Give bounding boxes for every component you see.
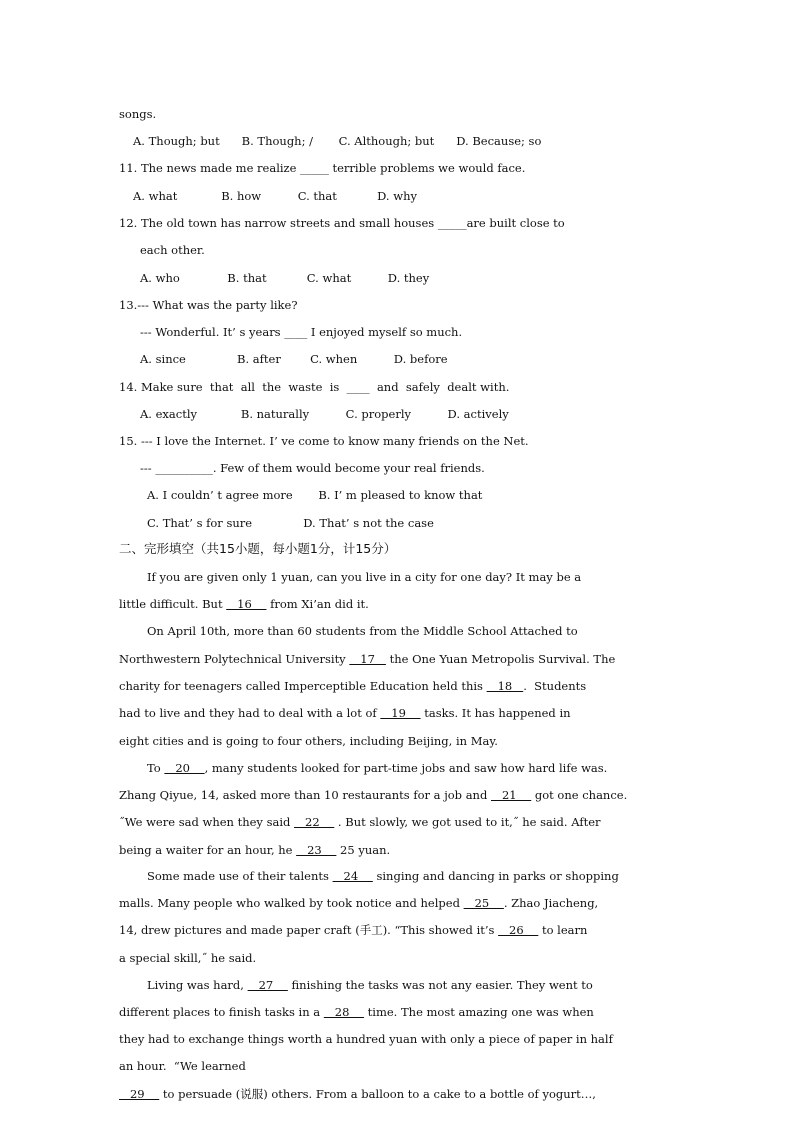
option-line: [133, 133, 541, 149]
line-text: an hour. “We learned: [119, 1059, 246, 1073]
line-text: Living was hard,: [147, 978, 248, 992]
passage-line: [119, 814, 601, 830]
passage-line: [119, 678, 586, 694]
line-text: --- Wonderful. It’ s years ____ I enjoyed myself so much.: [140, 325, 463, 339]
line-text: ˝We were sad when they said: [119, 815, 295, 829]
section-heading: [119, 541, 396, 557]
passage-line: [119, 842, 390, 858]
question-line: [119, 297, 298, 313]
question-line: [140, 242, 205, 258]
passage-line: [119, 596, 369, 612]
line-text: 25 yuan.: [336, 843, 391, 857]
answer-blank: 17: [349, 652, 386, 666]
line-text: each other.: [140, 243, 205, 257]
line-text: malls. Many people who walked by took notice and helped: [119, 896, 464, 910]
question-line: [119, 160, 525, 176]
line-text: tasks. It has happened in: [420, 706, 571, 720]
question-line: [119, 433, 529, 449]
option-line: [133, 188, 417, 204]
line-text: time. The most amazing one was when: [364, 1005, 594, 1019]
line-text: A. I couldn’ t agree more B. I’ m pleased to know that: [147, 488, 483, 502]
option-line: [140, 406, 509, 422]
option-line: [147, 515, 434, 531]
question-line: [119, 215, 565, 231]
line-text: . But slowly, we got used to it,˝ he said. After: [334, 815, 601, 829]
answer-blank: 23: [296, 843, 337, 857]
line-text: A. exactly B. naturally C. properly D. actively: [140, 407, 509, 421]
text-line: [119, 106, 156, 122]
line-text: 14. Make sure that all the waste is ____ and safely dealt with.: [119, 380, 510, 394]
passage-line: [119, 1004, 594, 1020]
passage-line: [147, 623, 578, 639]
passage-line: [119, 705, 571, 721]
answer-blank: 21: [490, 788, 532, 802]
line-text: 12. The old town has narrow streets and small houses _____are built close to: [119, 216, 565, 230]
line-text: different places to finish tasks in a: [119, 1005, 324, 1019]
line-text: A. what B. how C. that D. why: [133, 189, 417, 203]
answer-blank: 20: [164, 761, 205, 775]
line-text: charity for teenagers called Imperceptible Education held this: [119, 679, 487, 693]
line-text: --- __________. Few of them would become your real friends.: [140, 461, 485, 475]
line-text: A. Though; but B. Though; / C. Although; but D. Because; so: [133, 134, 542, 148]
passage-line: [147, 760, 607, 776]
passage-line: [119, 922, 587, 938]
line-text: To: [147, 761, 165, 775]
passage-line: [119, 1058, 246, 1074]
line-text: to persuade (说服) others. From a balloon to a cake to a bottle of yogurt…,: [159, 1087, 596, 1101]
line-text: A. who B. that C. what D. they: [140, 271, 430, 285]
line-text: 14, drew pictures and made paper craft (手工). “This showed it’s: [119, 923, 499, 937]
passage-line: [119, 1031, 613, 1047]
question-line: [140, 324, 462, 340]
option-line: [147, 487, 482, 503]
line-text: 二、完形填空（共15小题，每小题1分，计15分）: [119, 541, 397, 556]
line-text: songs.: [119, 107, 157, 121]
answer-blank: 26: [498, 923, 539, 937]
answer-blank: 16: [226, 597, 267, 611]
passage-line: [119, 651, 615, 667]
line-text: they had to exchange things worth a hundred yuan with only a piece of paper in half: [119, 1032, 613, 1046]
passage-line: [119, 733, 498, 749]
answer-blank: 27: [247, 978, 288, 992]
line-text: 15. --- I love the Internet. I’ ve come to know many friends on the Net.: [119, 434, 529, 448]
answer-blank: 29: [119, 1087, 160, 1101]
line-text: 13.--- What was the party like?: [119, 298, 298, 312]
line-text: little difficult. But: [119, 597, 227, 611]
line-text: , many students looked for part-time jobs and saw how hard life was.: [204, 761, 608, 775]
answer-blank: 22: [294, 815, 335, 829]
line-text: eight cities and is going to four others, including Beijing, in May.: [119, 734, 498, 748]
line-text: . Students: [523, 679, 587, 693]
line-text: 11. The news made me realize _____ terrible problems we would face.: [119, 161, 526, 175]
line-text: got one chance.: [531, 788, 628, 802]
line-text: being a waiter for an hour, he: [119, 843, 297, 857]
line-text: If you are given only 1 yuan, can you live in a city for one day? It may be a: [147, 570, 582, 584]
passage-line: [147, 868, 619, 884]
passage-line: [119, 950, 256, 966]
line-text: . Zhao Jiacheng,: [503, 896, 599, 910]
line-text: Some made use of their talents: [147, 869, 333, 883]
line-text: the One Yuan Metropolis Survival. The: [385, 652, 616, 666]
answer-blank: 19: [380, 706, 421, 720]
question-line: [140, 460, 485, 476]
option-line: [140, 270, 429, 286]
passage-line: [119, 895, 598, 911]
line-text: had to live and they had to deal with a lot of: [119, 706, 381, 720]
answer-blank: 28: [323, 1005, 365, 1019]
answer-blank: 18: [486, 679, 524, 693]
answer-blank: 25: [463, 896, 504, 910]
answer-blank: 24: [332, 869, 373, 883]
line-text: a special skill,˝ he said.: [119, 951, 257, 965]
passage-line: [119, 1086, 596, 1102]
line-text: On April 10th, more than 60 students from the Middle School Attached to: [147, 624, 578, 638]
question-line: [119, 379, 509, 395]
option-line: [140, 351, 448, 367]
line-text: C. That’ s for sure D. That’ s not the case: [147, 516, 434, 530]
line-text: A. since B. after C. when D. before: [140, 352, 448, 366]
line-text: Zhang Qiyue, 14, asked more than 10 restaurants for a job and: [119, 788, 491, 802]
line-text: to learn: [538, 923, 588, 937]
line-text: singing and dancing in parks or shopping: [372, 869, 619, 883]
line-text: from Xi’an did it.: [266, 597, 369, 611]
line-text: Northwestern Polytechnical University: [119, 652, 350, 666]
passage-line: [147, 569, 581, 585]
passage-line: [119, 787, 627, 803]
line-text: finishing the tasks was not any easier. They went to: [287, 978, 593, 992]
passage-line: [147, 977, 593, 993]
